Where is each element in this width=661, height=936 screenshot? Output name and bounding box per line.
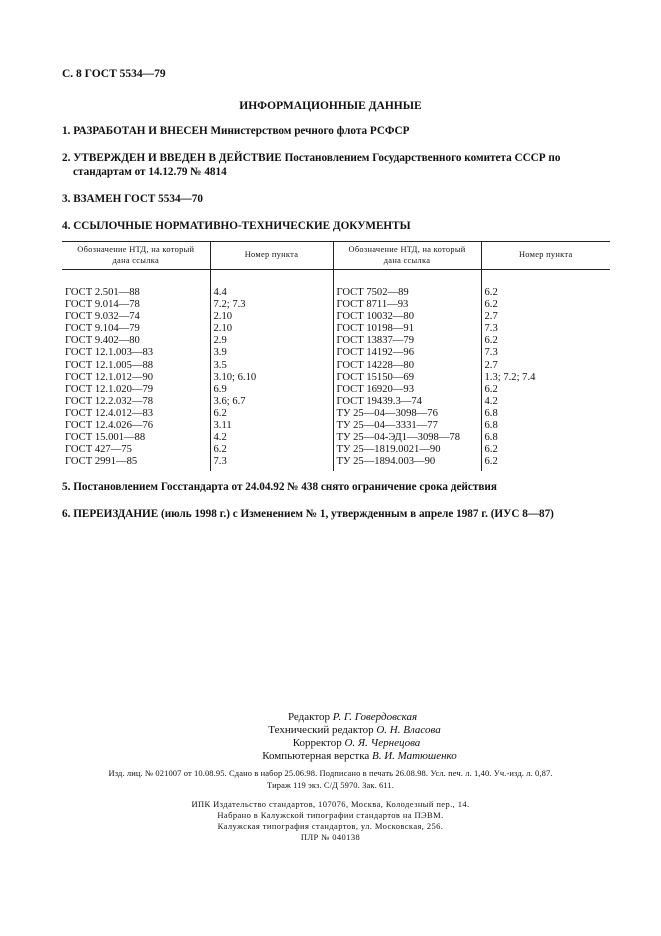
references-table (62, 241, 610, 471)
table-row (62, 323, 610, 335)
item-number-cell: 6.2 (484, 456, 498, 468)
col-header-item: Номер пункта (481, 242, 610, 270)
ntd-designation-cell: ГОСТ 9.014—78 (62, 299, 210, 311)
table-row (62, 420, 610, 432)
ntd-designation-cell: ТУ 25—1894.003—90 (333, 456, 481, 471)
col-header-item: Номер пункта (210, 242, 333, 270)
credit-name: Р. Г. Говердовская (332, 711, 418, 723)
ntd-designation-cell: ГОСТ 12.4.012—83 (62, 408, 210, 420)
table-row (62, 444, 610, 456)
ntd-designation-cell: ГОСТ 19439.3—74 (333, 396, 481, 408)
table-row (62, 396, 610, 408)
ntd-designation-cell: ГОСТ 12.1.005—88 (62, 360, 210, 372)
ntd-designation-cell: ГОСТ 2.501—88 (62, 270, 210, 300)
table-row (62, 384, 610, 396)
item-number-cell: 4.4 (210, 270, 333, 300)
item-number-cell: 6.2 (484, 335, 498, 347)
table-row (62, 408, 610, 420)
info-item-1 (62, 124, 607, 138)
printer-info-line-2: Набрано в Калужской типографии стандартов на ПЭВМ. (217, 810, 444, 820)
table-row (62, 432, 610, 444)
item-number-cell: 4.2 (210, 432, 333, 444)
info-item-2 (62, 151, 607, 179)
table-row (62, 335, 610, 347)
table-row (62, 299, 610, 311)
info-item-3 (62, 192, 607, 206)
item-number-cell: 6.8 (484, 420, 498, 432)
credit-role: Корректор (292, 737, 342, 749)
ntd-designation-cell: ГОСТ 427—75 (62, 444, 210, 456)
item-number-cell: 2.7 (484, 359, 498, 371)
ntd-designation-cell: ГОСТ 13837—79 (333, 335, 481, 347)
credit-layout (0, 750, 661, 763)
item-text: ПЕРЕИЗДАНИЕ (июль 1998 г.) с Изменением № 1, утвержденным в апреле 1987 г. (ИУС 8—87) (73, 508, 554, 520)
item-number-cell: 3.6; 6.7 (210, 396, 333, 408)
item-number-cell: 2.10 (210, 323, 333, 335)
ntd-designation-cell: ГОСТ 8711—93 (333, 299, 481, 311)
ntd-designation-cell: ТУ 25—1819.0021—90 (333, 444, 481, 456)
credit-name: О. Я. Чернецова (344, 737, 421, 749)
item-text: Постановлением Госстандарта от 24.04.92 № 438 снято ограничение срока действия (73, 481, 497, 493)
item-number-cell: 7.3 (210, 456, 333, 471)
item-number-cell: 1.3; 7.2; 7.4 (484, 371, 536, 383)
item-number-cell: 6.8 (484, 432, 498, 444)
item-number: 2. (62, 152, 71, 164)
item-number: 1. (62, 125, 71, 137)
publication-info-line-1: Изд. лиц. № 021007 от 10.08.95. Сдано в набор 25.06.98. Подписано в печать 26.08.98. Усл. печ. л. 1,40. Уч.-изд. л. 0,87. (108, 768, 553, 778)
ntd-designation-cell: ГОСТ 15.001—88 (62, 432, 210, 444)
credit-name: О. Н. Власова (376, 724, 441, 736)
item-number-cell: 6.2 (210, 408, 333, 420)
ntd-designation-cell: ГОСТ 9.032—74 (62, 311, 210, 323)
credit-role: Технический редактор (268, 724, 374, 736)
table-row (62, 360, 610, 372)
info-item-4 (62, 219, 607, 233)
credit-role: Редактор (287, 711, 330, 723)
ntd-designation-cell: ГОСТ 2991—85 (62, 456, 210, 471)
ntd-designation-cell: ТУ 25—04-ЭД1—3098—78 (333, 432, 481, 444)
ntd-designation-cell: ТУ 25—04—3098—76 (333, 408, 481, 420)
item-number-cell: 6.2 (484, 287, 498, 298)
item-text: ССЫЛОЧНЫЕ НОРМАТИВНО-ТЕХНИЧЕСКИЕ ДОКУМЕНТЫ (73, 220, 411, 232)
ntd-designation-cell: ГОСТ 10032—80 (333, 311, 481, 323)
ntd-designation-cell: ГОСТ 7502—89 (333, 270, 481, 300)
item-number-cell: 6.8 (484, 407, 498, 419)
ntd-designation-cell: ГОСТ 14228—80 (333, 360, 481, 372)
ntd-designation-cell: ГОСТ 16920—93 (333, 384, 481, 396)
table-row (62, 270, 610, 300)
item-number-cell: 6.2 (484, 444, 498, 456)
item-text: РАЗРАБОТАН И ВНЕСЕН Министерством речного флота РСФСР (73, 125, 410, 137)
item-number-cell: 2.9 (210, 335, 333, 347)
table-row (62, 456, 610, 471)
publication-info-line-2: Тираж 119 экз. С/Д 5970. Зак. 611. (267, 780, 394, 790)
item-text: ВЗАМЕН ГОСТ 5534—70 (73, 193, 203, 205)
credit-name: В. И. Матюшенко (372, 750, 457, 762)
ntd-designation-cell: ГОСТ 12.1.003—83 (62, 347, 210, 359)
ntd-designation-cell: ГОСТ 12.4.026—76 (62, 420, 210, 432)
credit-tech-editor (0, 724, 661, 737)
item-number-cell: 2.10 (210, 311, 333, 323)
ntd-designation-cell: ТУ 25—04—3331—77 (333, 420, 481, 432)
item-number: 4. (62, 220, 71, 232)
printer-info-line-3: Калужская типография стандартов, ул. Московская, 256. (217, 821, 444, 831)
ntd-designation-cell: ГОСТ 12.1.020—79 (62, 384, 210, 396)
ntd-designation-cell: ГОСТ 10198—91 (333, 323, 481, 335)
item-number-cell: 2.7 (484, 311, 498, 323)
item-number-cell: 6.2 (484, 383, 498, 395)
ntd-designation-cell: ГОСТ 15150—69 (333, 372, 481, 384)
item-number-cell: 3.5 (210, 360, 333, 372)
credits-block (0, 711, 661, 763)
credit-editor (0, 711, 661, 724)
table-row (62, 372, 610, 384)
credit-role: Компьютерная верстка (262, 750, 370, 762)
item-number-cell: 4.2 (484, 395, 498, 407)
item-number-cell: 6.9 (210, 384, 333, 396)
ntd-designation-cell: ГОСТ 9.402—80 (62, 335, 210, 347)
printer-info-line-1: ИПК Издательство стандартов, 107076, Москва, Колодезный пер., 14. (191, 799, 470, 809)
item-number: 3. (62, 193, 71, 205)
info-item-5 (62, 480, 607, 494)
col-header-ntd: Обозначение НТД, на который дана ссылка (333, 242, 481, 270)
section-title: ИНФОРМАЦИОННЫЕ ДАННЫЕ (239, 100, 422, 112)
item-number: 6. (62, 508, 71, 520)
item-number: 5. (62, 481, 71, 493)
ntd-designation-cell: ГОСТ 14192—96 (333, 347, 481, 359)
printer-info-line-4: ПЛР № 040138 (300, 832, 361, 842)
ntd-designation-cell: ГОСТ 12.2.032—78 (62, 396, 210, 408)
table-header-row (62, 242, 610, 270)
col-header-ntd: Обозначение НТД, на который дана ссылка (62, 242, 210, 270)
item-number-cell: 3.9 (210, 347, 333, 359)
ntd-designation-cell: ГОСТ 12.1.012—90 (62, 372, 210, 384)
item-number-cell: 7.2; 7.3 (210, 299, 333, 311)
item-number-cell: 6.2 (484, 299, 498, 311)
item-number-cell: 6.2 (210, 444, 333, 456)
ntd-designation-cell: ГОСТ 9.104—79 (62, 323, 210, 335)
page-header: С. 8 ГОСТ 5534—79 (62, 68, 166, 80)
item-number-cell: 3.10; 6.10 (210, 372, 333, 384)
item-text-continued: стандартам от 14.12.79 № 4814 (73, 166, 227, 178)
item-number-cell: 7.3 (484, 347, 498, 359)
table-row (62, 347, 610, 359)
item-number-cell: 3.11 (210, 420, 333, 432)
item-text: УТВЕРЖДЕН И ВВЕДЕН В ДЕЙСТВИЕ Постановлением Государственного комитета СССР по (73, 152, 561, 164)
item-number-cell: 7.3 (484, 323, 498, 335)
table-row (62, 311, 610, 323)
credit-proofreader (0, 737, 661, 750)
info-item-6 (62, 507, 607, 521)
